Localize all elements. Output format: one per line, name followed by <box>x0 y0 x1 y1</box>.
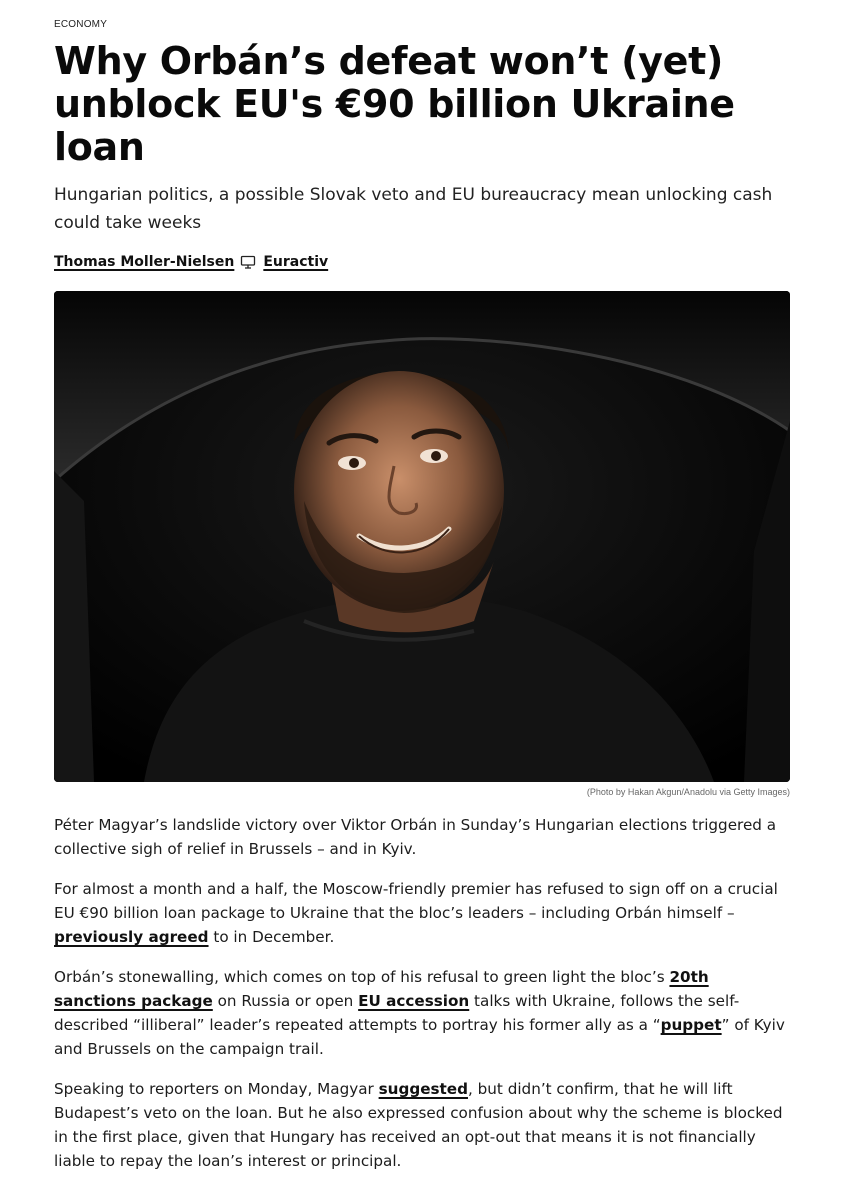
eu-accession-link[interactable]: EU accession <box>358 992 470 1010</box>
author-link[interactable]: Thomas Moller-Nielsen <box>54 254 235 270</box>
section-kicker[interactable]: ECONOMY <box>54 19 108 30</box>
paragraph-text: ” of Kyiv and Brussels on the campaign trail. <box>54 1016 785 1058</box>
paragraph-text: Speaking to reporters on Monday, Magyar <box>54 1080 379 1098</box>
article-subhead: Hungarian politics, a possible Slovak veto and EU bureaucracy mean unlocking cash could take weeks <box>54 185 773 233</box>
publication-link[interactable]: Euractiv <box>263 254 329 270</box>
photo-credit: (Photo by Hakan Akgun/Anadolu via Getty Images) <box>586 787 790 797</box>
byline <box>54 254 328 270</box>
puppet-link[interactable]: puppet <box>660 1016 722 1034</box>
paragraph-text: talks with Ukraine, follows the self-described “illiberal” leader’s repeated attempts to portray his former ally as a “ <box>54 992 740 1034</box>
paragraph-1: Péter Magyar’s landslide victory over Viktor Orbán in Sunday’s Hungarian elections triggered a collective sigh of relief in Brussels – and in Kyiv. <box>54 816 777 858</box>
paragraph-text: to in December. <box>208 928 335 946</box>
paragraph-text: , but didn’t confirm, that he will lift Budapest’s veto on the loan. But he also expressed confusion about why the scheme is blocked in the first place, given that Hungary has received an opt-out that means it is not financially liable to repay the loan’s interest or principal. <box>54 1080 783 1170</box>
suggested-link[interactable]: suggested <box>378 1080 468 1098</box>
paragraph-text: on Russia or open <box>212 992 359 1010</box>
paragraph-text: For almost a month and a half, the Moscow-friendly premier has refused to sign off on a crucial EU €90 billion loan package to Ukraine that the bloc’s leaders – including Orbán himself – <box>54 880 778 922</box>
article-body <box>54 813 794 1185</box>
paragraph-4 <box>54 1077 794 1173</box>
previously-agreed-link[interactable]: previously agreed <box>54 928 209 946</box>
paragraph-3 <box>54 965 794 1061</box>
paragraph-2 <box>54 877 794 949</box>
paragraph-text: Orbán’s stonewalling, which comes on top of his refusal to green light the bloc’s <box>54 968 670 986</box>
sanctions-package-link[interactable]: 20th sanctions package <box>54 968 709 1010</box>
article-headline: Why Orbán’s defeat won’t (yet) unblock EU's €90 billion Ukraine loan <box>54 39 735 169</box>
monitor-icon <box>240 254 258 270</box>
article-photo <box>54 291 790 782</box>
